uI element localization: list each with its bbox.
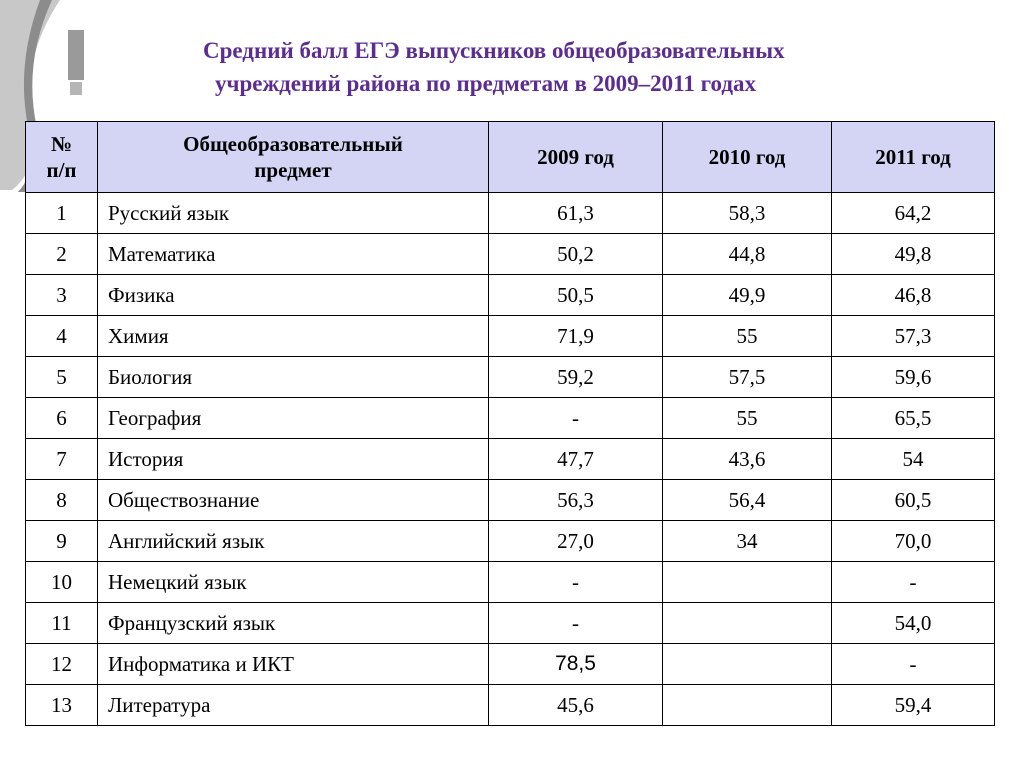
table-row xyxy=(26,603,995,644)
cell-2011: 59,6 xyxy=(832,357,995,398)
cell-subject: Обществознание xyxy=(98,480,489,521)
table-row xyxy=(26,316,995,357)
cell-subject: География xyxy=(98,398,489,439)
table-row xyxy=(26,234,995,275)
cell-2009: 50,2 xyxy=(489,234,663,275)
header-2010: 2010 год xyxy=(663,122,832,193)
table-header-row xyxy=(26,122,995,193)
cell-2009: 59,2 xyxy=(489,357,663,398)
cell-subject: Математика xyxy=(98,234,489,275)
cell-2011: 59,4 xyxy=(832,685,995,726)
cell-number: 5 xyxy=(26,357,98,398)
cell-2010 xyxy=(663,644,832,685)
table-row xyxy=(26,521,995,562)
cell-2011: 54 xyxy=(832,439,995,480)
cell-subject: Физика xyxy=(98,275,489,316)
cell-number: 4 xyxy=(26,316,98,357)
cell-2009: - xyxy=(489,398,663,439)
cell-2010 xyxy=(663,685,832,726)
table-row xyxy=(26,398,995,439)
cell-2010: 43,6 xyxy=(663,439,832,480)
page-title xyxy=(130,34,1010,100)
cell-2011: 65,5 xyxy=(832,398,995,439)
title-line-2: учреждений района по предметам в 2009–2011 годах xyxy=(215,71,756,96)
cell-2011: - xyxy=(832,562,995,603)
header-subject: Общеобразовательный предмет xyxy=(98,122,489,193)
cell-number: 7 xyxy=(26,439,98,480)
cell-number: 9 xyxy=(26,521,98,562)
table-row xyxy=(26,644,995,685)
cell-number: 8 xyxy=(26,480,98,521)
cell-2010: 34 xyxy=(663,521,832,562)
cell-2009: 78,5 xyxy=(489,644,663,685)
table-row xyxy=(26,685,995,726)
cell-2010 xyxy=(663,603,832,644)
header-2011: 2011 год xyxy=(832,122,995,193)
cell-2010 xyxy=(663,562,832,603)
table-row xyxy=(26,439,995,480)
cell-subject: Биология xyxy=(98,357,489,398)
cell-2011: 46,8 xyxy=(832,275,995,316)
cell-number: 6 xyxy=(26,398,98,439)
cell-number: 10 xyxy=(26,562,98,603)
title-line-1: Средний балл ЕГЭ выпускников общеобразовательных xyxy=(203,38,785,63)
cell-subject: Английский язык xyxy=(98,521,489,562)
cell-2010: 44,8 xyxy=(663,234,832,275)
cell-2011: - xyxy=(832,644,995,685)
cell-number: 3 xyxy=(26,275,98,316)
cell-number: 11 xyxy=(26,603,98,644)
cell-2009: 50,5 xyxy=(489,275,663,316)
cell-2011: 54,0 xyxy=(832,603,995,644)
scores-table xyxy=(25,121,995,726)
cell-2009: 56,3 xyxy=(489,480,663,521)
cell-subject: Химия xyxy=(98,316,489,357)
table-row xyxy=(26,480,995,521)
table-row xyxy=(26,357,995,398)
cell-2009: 71,9 xyxy=(489,316,663,357)
header-2009: 2009 год xyxy=(489,122,663,193)
cell-2009: - xyxy=(489,562,663,603)
cell-number: 12 xyxy=(26,644,98,685)
cell-subject: Французский язык xyxy=(98,603,489,644)
cell-subject: Информатика и ИКТ xyxy=(98,644,489,685)
cell-2009: - xyxy=(489,603,663,644)
cell-subject: Русский язык xyxy=(98,193,489,234)
cell-2010: 57,5 xyxy=(663,357,832,398)
table-row xyxy=(26,562,995,603)
cell-number: 13 xyxy=(26,685,98,726)
cell-subject: История xyxy=(98,439,489,480)
cell-2009: 47,7 xyxy=(489,439,663,480)
cell-2011: 57,3 xyxy=(832,316,995,357)
cell-2010: 49,9 xyxy=(663,275,832,316)
cell-2009: 61,3 xyxy=(489,193,663,234)
cell-2010: 55 xyxy=(663,398,832,439)
cell-2011: 60,5 xyxy=(832,480,995,521)
cell-number: 2 xyxy=(26,234,98,275)
cell-2010: 55 xyxy=(663,316,832,357)
cell-2010: 58,3 xyxy=(663,193,832,234)
cell-subject: Немецкий язык xyxy=(98,562,489,603)
table-row xyxy=(26,193,995,234)
cell-number: 1 xyxy=(26,193,98,234)
cell-2010: 56,4 xyxy=(663,480,832,521)
table-row xyxy=(26,275,995,316)
cell-2011: 49,8 xyxy=(832,234,995,275)
cell-2009: 45,6 xyxy=(489,685,663,726)
cell-subject: Литература xyxy=(98,685,489,726)
cell-2009: 27,0 xyxy=(489,521,663,562)
cell-2011: 70,0 xyxy=(832,521,995,562)
cell-2011: 64,2 xyxy=(832,193,995,234)
header-number: № п/п xyxy=(26,122,98,193)
